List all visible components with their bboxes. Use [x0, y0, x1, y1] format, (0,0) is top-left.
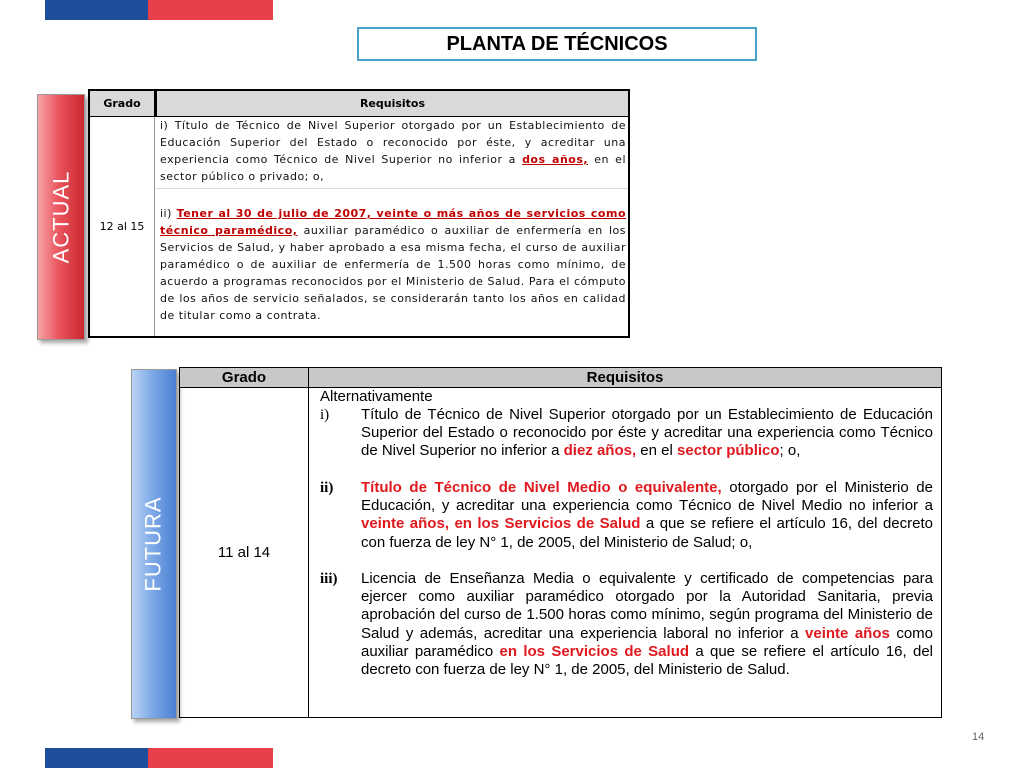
tab-futura: [131, 369, 177, 719]
text-span: en el: [636, 442, 678, 460]
text-span: Licencia de Enseñanza Media o equivalente y certificado de competencias para ejercer como auxiliar paramédico otorgado por la Autoridad Sanitaria, previa aprobación del curso de 1.500 horas como mínimo, según programa del Ministerio de Salud y además, acreditar una experiencia laboral no inferior a: [361, 570, 933, 642]
requisitos-cell: [309, 388, 941, 717]
flag-red-segment: [148, 0, 273, 20]
text-span: ii): [160, 207, 177, 220]
highlight-text: Título de Técnico de Nivel Medio o equivalente,: [361, 479, 722, 496]
item-text: [361, 570, 933, 679]
highlight-text: veinte años: [361, 515, 445, 533]
table-header: [90, 91, 628, 117]
item-number: iii): [320, 571, 338, 587]
item-text: [361, 406, 933, 461]
actual-requirements-table: [88, 89, 630, 338]
requisitos-cell: [156, 117, 628, 336]
header-requisitos: Requisitos: [586, 369, 664, 386]
page-number: 14: [972, 731, 985, 743]
requirement-ii: [320, 479, 933, 552]
flag-stripe-top: [45, 0, 273, 20]
slide-title: [357, 27, 757, 61]
requirement-i: [320, 406, 933, 461]
header-requisitos: Requisitos: [359, 97, 426, 110]
highlight-text: ,: [444, 515, 455, 533]
tab-futura-label: FUTURA: [141, 496, 166, 592]
text-span: ; o,: [779, 442, 801, 460]
header-grado: Grado: [180, 368, 309, 387]
item-number: i): [320, 407, 330, 423]
flag-blue-segment: [45, 748, 148, 768]
tab-actual-label: ACTUAL: [48, 170, 74, 264]
text-span: otorgado por el Ministerio de Educación, y acreditar una experiencia como Técnico de Nivel Medio no inferior a: [361, 479, 933, 515]
text-span: en el sector público o privado; o,: [160, 153, 626, 183]
requirement-i: [160, 117, 626, 185]
highlight-text: veinte años: [805, 624, 890, 642]
item-text: [361, 479, 933, 552]
highlight-text: diez años,: [563, 442, 637, 460]
slide-title-text: PLANTA DE TÉCNICOS: [446, 32, 668, 55]
highlight-text: en los Servicios de Salud: [499, 642, 690, 660]
text-span: Título de Técnico de Nivel Superior otorgado por un Establecimiento de Educación Superior del Estado o reconocido por éste y acreditar una experiencia como Técnico de Nivel Superior no inferior a: [361, 406, 933, 460]
table-header: [180, 368, 941, 388]
highlight-text: sector público: [677, 442, 780, 460]
requirement-ii: [160, 205, 626, 324]
divider: [156, 188, 628, 189]
flag-red-segment: [148, 748, 273, 768]
item-number: ii): [320, 480, 334, 496]
grado-cell: 11 al 14: [180, 388, 309, 717]
requirement-iii: [320, 570, 933, 679]
text-span: como auxiliar paramédico: [361, 624, 934, 660]
text-span: a que se refiere el artículo 16, del decreto con fuerza de ley N° 1, de 2005, del Ministerio de Salud.: [361, 642, 934, 679]
header-grado: Grado: [90, 91, 157, 116]
text-span: a que se refiere el artículo 16, del decreto con fuerza de ley N° 1, de 2005, del Ministerio de Salud; o,: [361, 515, 933, 551]
flag-stripe-bottom: [45, 748, 273, 768]
futura-requirements-table: [179, 367, 942, 718]
highlight-text: Tener al 30 de julio de 2007, veinte o más años de servicios como técnico paramédico,: [160, 207, 627, 237]
highlight-text: dos años,: [522, 153, 589, 166]
alternativamente-label: Alternativamente: [320, 388, 433, 405]
tab-actual: [37, 94, 85, 340]
grado-cell: 12 al 15: [90, 117, 155, 336]
text-span: i) Título de Técnico de Nivel Superior otorgado por un Establecimiento de Educación Superior del Estado o reconocido por éste, y acreditar una experiencia como Técnico de Nivel Superior no inferior a: [160, 119, 626, 166]
flag-blue-segment: [45, 0, 148, 20]
highlight-text: en los Servicios de Salud: [454, 515, 641, 533]
text-span: auxiliar paramédico o auxiliar de enfermería en los Servicios de Salud, y haber aprobado a esa misma fecha, el curso de auxiliar paramédico o de auxiliar de enfermería de 1.500 horas como mínimo, de acuerdo a programas reconocidos por el Ministerio de Salud. Para el cómputo de los años de servicio señalados, se considerarán tanto los años en calidad de titular como a contrata.: [160, 224, 626, 322]
